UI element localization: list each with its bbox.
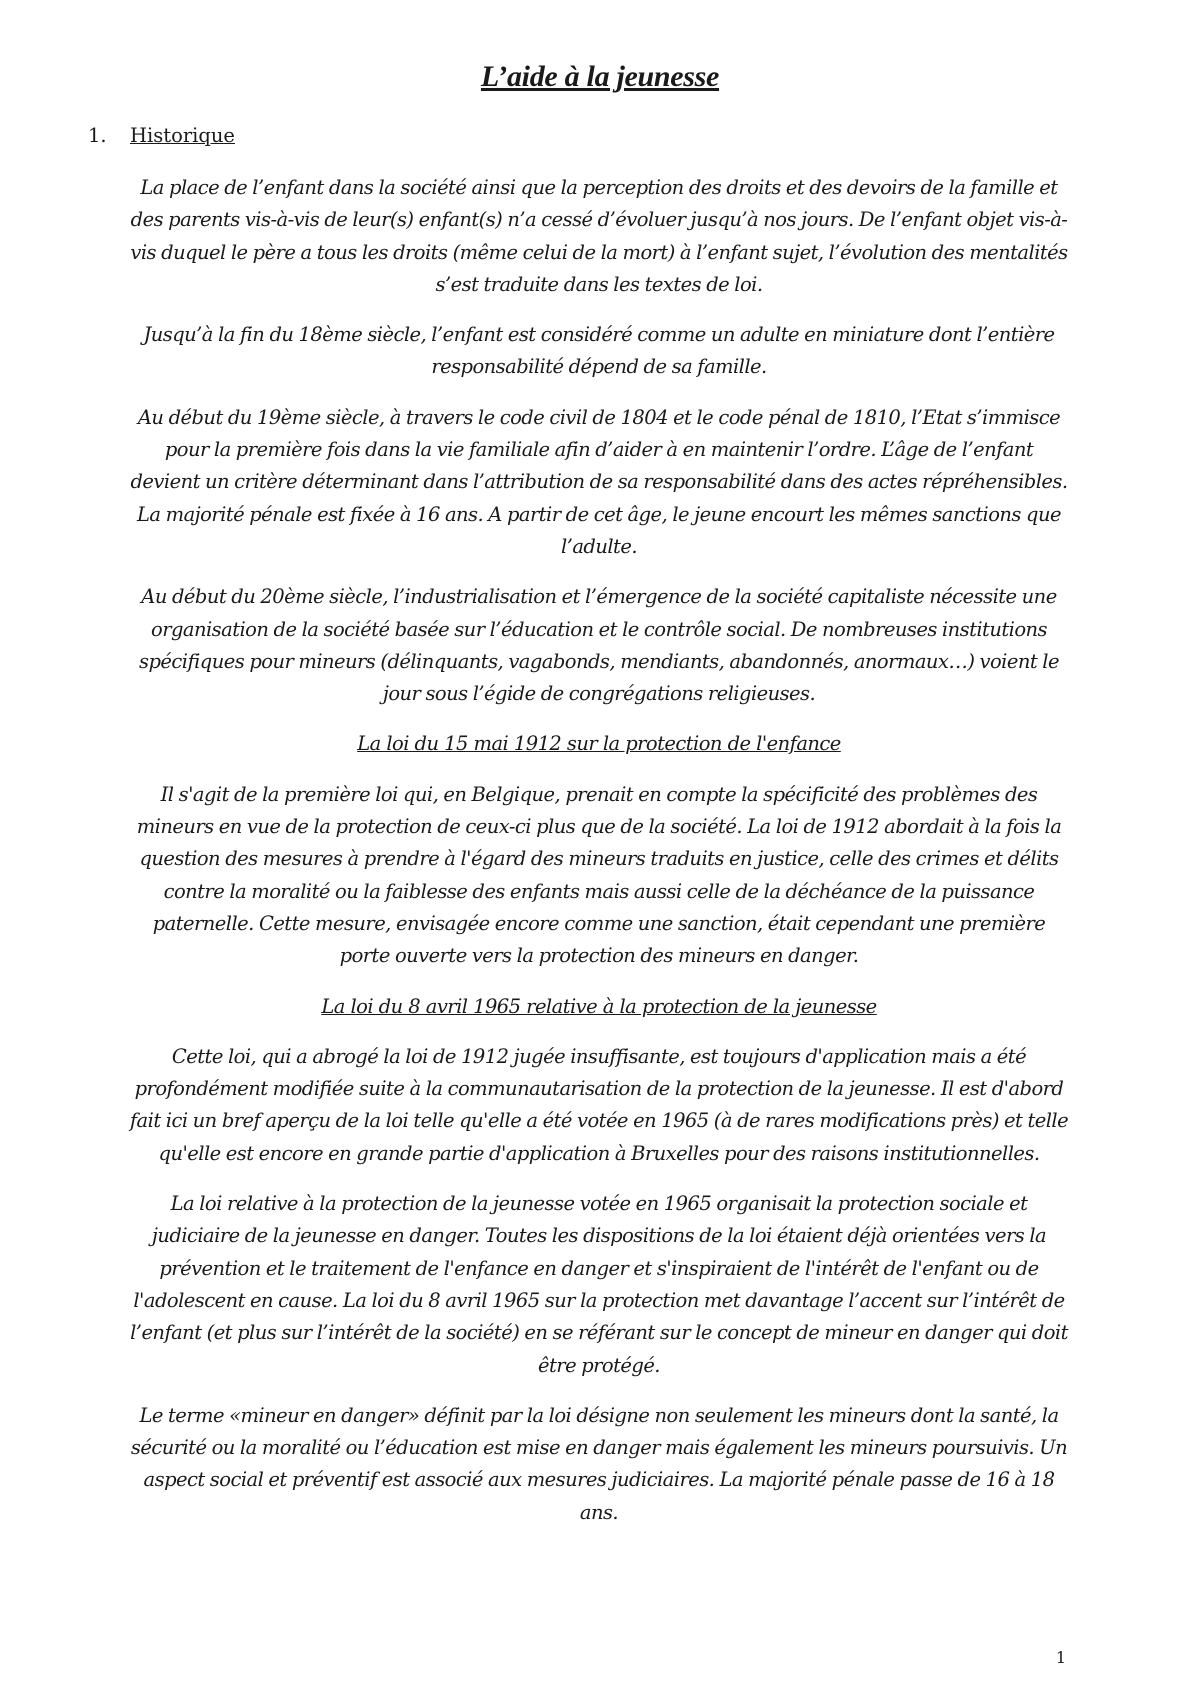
section-number: 1. [88, 124, 107, 147]
section-label: Historique [130, 124, 235, 147]
paragraph: Il s'agit de la première loi qui, en Belgique, prenait en compte la spécificité des problèmes des mineurs en vue de la protection de ceux-ci plus que de la société. La loi de 1912 abordait à la fois la question des mesures à prendre à l'égard des mineurs traduits en justice, celle des crimes et délits contre la moralité ou la faiblesse des enfants mais aussi celle de la déchéance de la puissance paternelle. Cette mesure, envisagée encore comme une sanction, était cependant une première porte ouverte vers la protection des mineurs en danger. [136, 782, 1062, 968]
paragraph: Cette loi, qui a abrogé la loi de 1912 jugée insuffisante, est toujours d'application mais a été profondément modifiée suite à la communautarisation de la protection de la jeunesse. Il est d'abord fait ici un bref aperçu de la loi telle qu'elle a été votée en 1965 (à de rares modifications près) et telle qu'elle est encore en grande partie d'application à Bruxelles pour des raisons institutionnelles. [129, 1044, 1069, 1165]
subheading-loi-1965: La loi du 8 avril 1965 relative à la protection de la jeunesse [321, 994, 877, 1018]
paragraph: Jusqu’à la fin du 18ème siècle, l’enfant est considéré comme un adulte en miniature dont l’entière responsabilité dépend de sa famille. [143, 323, 1055, 379]
paragraph: Au début du 19ème siècle, à travers le code civil de 1804 et le code pénal de 1810, l’Etat s’immisce pour la première fois dans la vie familiale afin d’aider à en maintenir l’ordre. L’âge de l’enfant devient un critère déterminant dans l’attribution de sa responsabilité dans des actes répréhensibles. La majorité pénale est fixée à 16 ans. A partir de cet âge, le jeune encourt les mêmes sanctions que l’adulte. [130, 405, 1068, 558]
document-title: L’aide à la jeunesse [480, 60, 720, 93]
page-number: 1 [1055, 1648, 1066, 1667]
paragraph: Au début du 20ème siècle, l’industrialisation et l’émergence de la société capitaliste nécessite une organisation de la société basée sur l’éducation et le contrôle social. De nombreuses institutions spécifiques pour mineurs (délinquants, vagabonds, mendiants, abandonnés, anormaux…) voient le jour sous l’égide de congrégations religieuses. [139, 585, 1059, 706]
paragraph: Le terme «mineur en danger» définit par la loi désigne non seulement les mineurs dont la santé, la sécurité ou la moralité ou l’éducation est mise en danger mais également les mineurs poursuivis. Un aspect social et préventif est associé aux mesures judiciaires. La majorité pénale passe de 16 à 18 ans. [130, 1403, 1068, 1524]
subheading-loi-1912: La loi du 15 mai 1912 sur la protection de l'enfance [357, 732, 841, 756]
paragraph: La place de l’enfant dans la société ainsi que la perception des droits et des devoirs de la famille et des parents vis-à-vis de leur(s) enfant(s) n’a cessé d’évoluer jusqu’à nos jours. De l’enfant objet vis-à-vis duquel le père a tous les droits (même celui de la mort) à l’enfant sujet, l’évolution des mentalités s’est traduite dans les textes de loi. [130, 176, 1068, 296]
paragraph: La loi relative à la protection de la jeunesse votée en 1965 organisait la protection sociale et judiciaire de la jeunesse en danger. Toutes les dispositions de la loi étaient déjà orientées vers la prévention et le traitement de l'enfance en danger et s'inspiraient de l'intérêt de l'enfant ou de l'adolescent en cause. La loi du 8 avril 1965 sur la protection met davantage l’accent sur l’intérêt de l’enfant (et plus sur l’intérêt de la société) en se référant sur le concept de mineur en danger qui doit être protégé. [130, 1192, 1068, 1377]
document-body [128, 172, 1070, 1547]
section-heading [88, 124, 235, 147]
